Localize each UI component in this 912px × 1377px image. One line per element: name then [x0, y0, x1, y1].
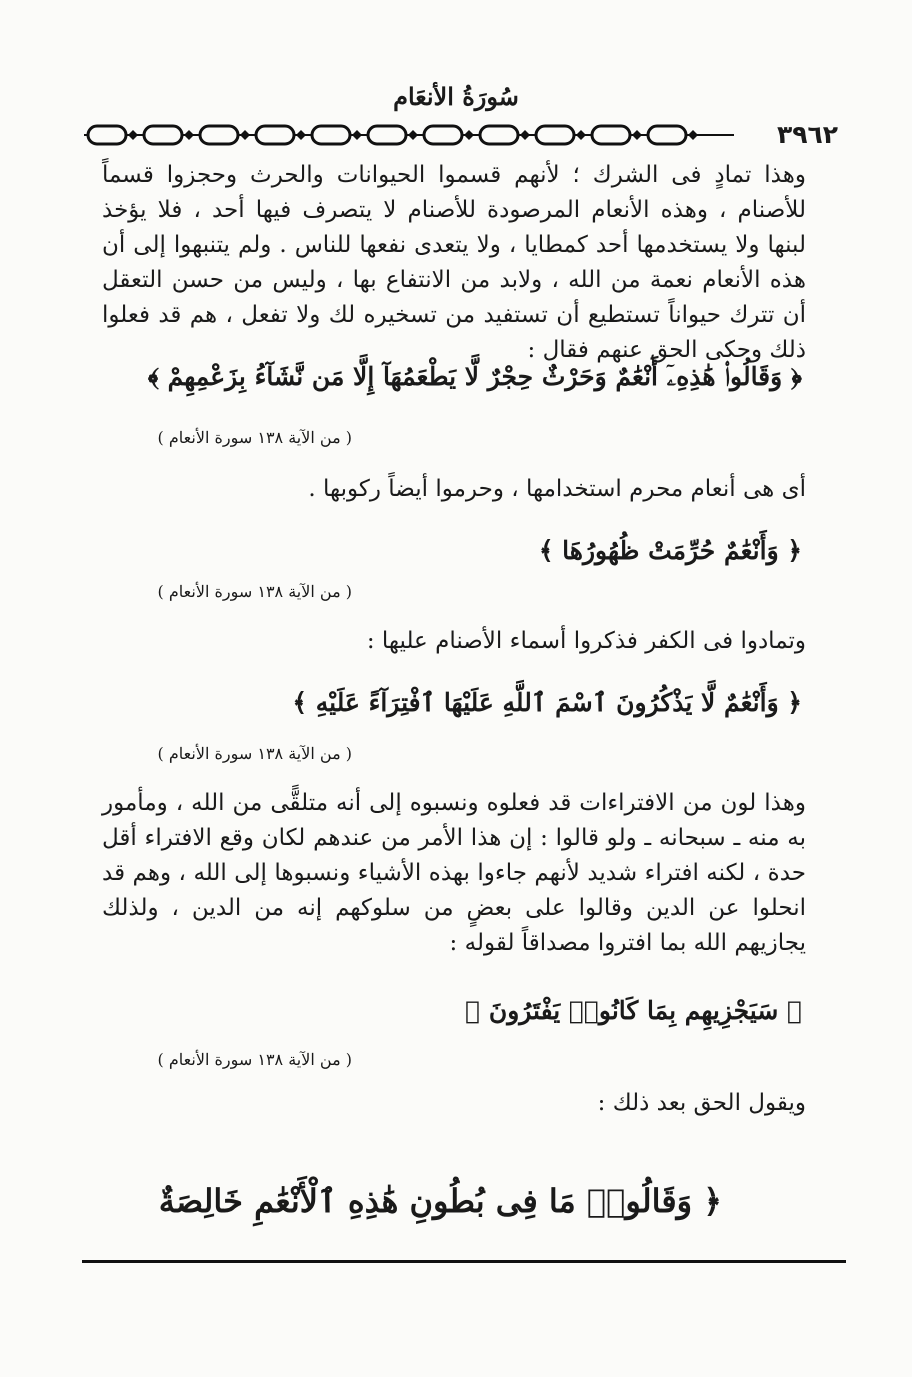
paragraph-text: وهذا لون من الافتراءات قد فعلوه ونسبوه إلى أنه متلقًّى من الله ، ومأمور به منه ـ سبحانه ـ ولو قالوا : إن هذا الأمر من عندهم لكان وقع الافتراء أقل حدة ، لكنه افتراء شديد لأنهم جاءوا بهذه الأشياء ونسبوها إلى الله ، وهم قد انحلوا عن الدين وقالوا على بعضٍ من سلوكهم إنه من الدين ، ولذلك يجازيهم الله بما افتروا مصداقاً لقوله :: [102, 790, 806, 956]
paragraph-explanation: [102, 786, 806, 961]
quran-verse-final: ﴿ وَقَالُوا۟ مَا فِى بُطُونِ هَٰذِهِ ٱلْأَنْعَٰمِ خَالِصَةٌ: [158, 1182, 722, 1220]
verse-reference: ( من الآية ١٣٨ سورة الأنعام ): [157, 582, 352, 601]
ornamental-header-band: [84, 118, 844, 152]
ornament-chain-icon: [84, 118, 844, 152]
text-line: أى هى أنعام محرم استخدامها ، وحرموا أيضاً ركوبها .: [308, 476, 806, 502]
quran-verse: ﴿ وَقَالُوا۟ هَٰذِهِۦٓ أَنْعَٰمٌ وَحَرْثٌ حِجْرٌ لَّا يَطْعَمُهَآ إِلَّا مَن نَّشَآءُ بِزَعْمِهِمْ ﴾: [147, 362, 802, 391]
text-line: ويقول الحق بعد ذلك :: [597, 1090, 806, 1116]
verse-reference: ( من الآية ١٣٨ سورة الأنعام ): [157, 744, 352, 763]
quran-verse: ﴿ وَأَنْعَٰمٌ لَّا يَذْكُرُونَ ٱسْمَ ٱللَّهِ عَلَيْهَا ٱفْتِرَآءً عَلَيْهِ ﴾: [292, 688, 802, 717]
verse-reference: ( من الآية ١٣٨ سورة الأنعام ): [157, 1050, 352, 1069]
quran-verse: ﴿ وَأَنْعَٰمٌ حُرِّمَتْ ظُهُورُهَا ﴾: [538, 536, 802, 565]
verse-reference: ( من الآية ١٣٨ سورة الأنعام ): [157, 428, 352, 447]
page-number: ٣٩٦٢: [771, 118, 844, 152]
quran-verse: ﴿ سَيَجْزِيهِم بِمَا كَانُوا۟ يَفْتَرُونَ ﴾: [465, 996, 802, 1025]
text-line: وتمادوا فى الكفر فذكروا أسماء الأصنام عليها :: [366, 628, 806, 654]
bottom-divider: [82, 1260, 846, 1263]
paragraph-intro: [102, 158, 806, 368]
paragraph-text: وهذا تمادٍ فى الشرك ؛ لأنهم قسموا الحيوانات والحرث وحجزوا قسماً للأصنام ، وهذه الأنعام المرصودة للأصنام لا يتصرف فيها أحد ، فلا يؤخذ لبنها ولا يستخدمها أحد كمطايا ، ولا يتعدى نفعها للناس . ولم يتنبهوا إلى أن هذه الأنعام نعمة من الله ، ولابد من الانتفاع بها ، وليس من حسن التعقل أن تترك حيواناً تستطيع أن تستفيد من تسخيره لك ولا تفعل ، هم قد فعلوا ذلك وحكى الحق عنهم فقال :: [102, 162, 806, 363]
surah-title: سُورَةُ الأنعَام: [393, 82, 519, 111]
